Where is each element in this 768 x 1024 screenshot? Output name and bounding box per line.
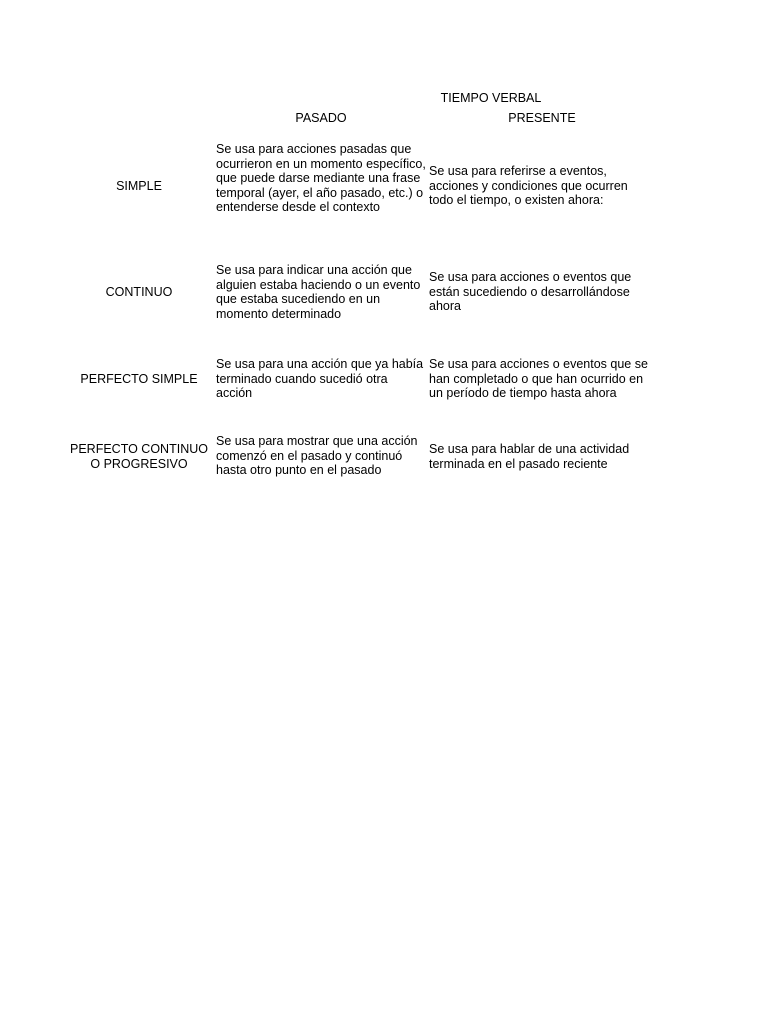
cell-pasado: Se usa para una acción que ya había terminado cuando sucedió otra acción bbox=[216, 357, 424, 401]
cell-presente: Se usa para referirse a eventos, acciones y condiciones que ocurren todo el tiempo, o existen ahora: bbox=[429, 164, 628, 208]
table-row-perfecto-simple bbox=[0, 357, 768, 403]
table-row-continuo bbox=[0, 263, 768, 323]
cell-pasado: Se usa para mostrar que una acción comenzó en el pasado y continuó hasta otro punto en el pasado bbox=[216, 434, 418, 478]
table-row-perfecto-continuo bbox=[0, 434, 768, 482]
row-label: CONTINUO bbox=[105, 285, 173, 299]
cell-pasado: Se usa para indicar una acción que alguien estaba haciendo o un evento que estaba sucediendo en un momento determinado bbox=[216, 263, 421, 321]
cell-presente: Se usa para hablar de una actividad terminada en el pasado reciente bbox=[429, 442, 630, 471]
cell-presente: Se usa para acciones o eventos que se han completado o que han ocurrido en un período de tiempo hasta ahora bbox=[429, 357, 648, 401]
row-label: SIMPLE bbox=[116, 179, 162, 193]
cell-presente: Se usa para acciones o eventos que están sucediendo o desarrollándose ahora bbox=[429, 270, 632, 314]
cell-pasado: Se usa para acciones pasadas que ocurrieron en un momento específico, que puede darse mediante una frase temporal (ayer, el año pasado, etc.) o entenderse desde el contexto bbox=[216, 142, 426, 215]
table-title: TIEMPO VERBAL bbox=[440, 91, 542, 105]
table-row-simple bbox=[0, 142, 768, 232]
row-label: PERFECTO SIMPLE bbox=[80, 372, 198, 386]
column-header-presente: PRESENTE bbox=[508, 111, 576, 125]
row-label: PERFECTO CONTINUO O PROGRESIVO bbox=[70, 442, 208, 471]
column-header-pasado: PASADO bbox=[295, 111, 347, 125]
